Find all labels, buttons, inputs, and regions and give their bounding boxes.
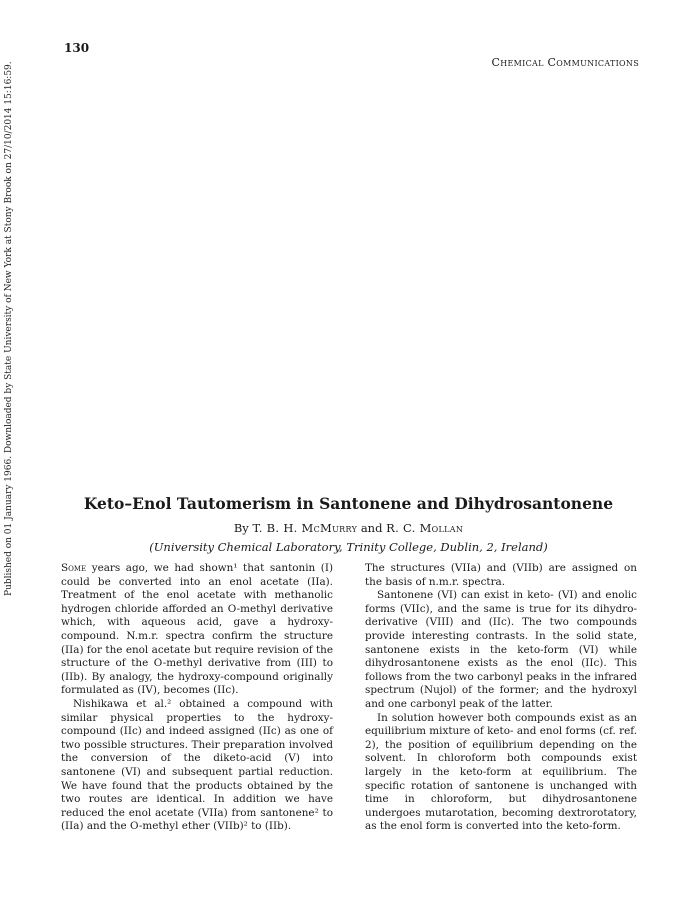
article-title: Keto–Enol Tautomerism in Santonene and Dihydrosantonene [83, 494, 614, 513]
lead-word: Some [61, 562, 87, 574]
body-column-left [61, 562, 333, 834]
paragraph: Nishikawa et al.² obtained a compound with similar physical properties to the hydroxy-compound (IIc) and indeed assigned (IIc) as one of two possible structures. Their preparation involved the conversion of the diketo-acid (V) into santonene (VI) and subsequent partial reduction. We have found that the products obtained by the two routes are identical. In addition we have reduced the enol acetate (VIIa) from santonene² to (IIa) and the O-methyl ether (VIIb)² to (IIb). [61, 697, 333, 833]
affiliation: (University Chemical Laboratory, Trinity College, Dublin, 2, Ireland) [149, 540, 548, 554]
byline [0, 521, 697, 535]
body-column-right [365, 562, 637, 834]
paragraph: In solution however both compounds exist as an equilibrium mixture of keto- and enol forms (cf. ref. 2), the position of equilibrium depending on the solvent. In chloroform both compounds exist largely in the keto-form at equilibrium. The specific rotation of santonene is unchanged with time in chloroform, but dihydrosantonene undergoes mutarotation, becoming dextrorotatory, as the enol form is converted into the keto-form. [365, 711, 637, 833]
download-notice [4, 56, 16, 596]
author-1: T. B. H. McMurry [252, 521, 358, 535]
byline-prefix: By [233, 521, 253, 535]
author-2: R. C. Mollan [386, 521, 464, 535]
byline-and: and [357, 521, 387, 535]
paragraph: The structures (VIIa) and (VIIb) are assigned on the basis of n.m.r. spectra. [365, 562, 637, 588]
paragraph-text: years ago, we had shown¹ that santonin (I) could be converted into an enol acetate (IIa). Treatment of the enol acetate with methanolic hydrogen chloride afforded an O-methyl derivative which, with aqueous acid, gave a hydroxy-compound. N.m.r. spectra confirm the structure (IIa) for the enol acetate but require revision of the structure of the O-methyl derivative from (III) to (IIb). By analogy, the hydroxy-compound originally formulated as (IV), becomes (IIc). [61, 562, 333, 697]
page-number: 130 [64, 41, 90, 55]
paragraph: Santonene (VI) can exist in keto- (VI) and enolic forms (VIIc), and the same is true for its dihydro-derivative (VIII) and (IIc). The two compounds provide interesting contrasts. In the solid state, santonene exists in the keto-form (VI) while dihydrosantonene exists as the enol (IIc). This follows from the two carbonyl peaks in the infrared spectrum (Nujol) of the former; and the hydroxyl and one carbonyl peak of the latter. [365, 589, 637, 710]
paragraph [61, 562, 333, 698]
journal-name: Chemical Communications [491, 56, 639, 69]
download-notice-text: Published on 01 January 1966. Downloaded by State University of New York at Stony Brook on 27/10/2014 15:16:59. [4, 61, 14, 596]
